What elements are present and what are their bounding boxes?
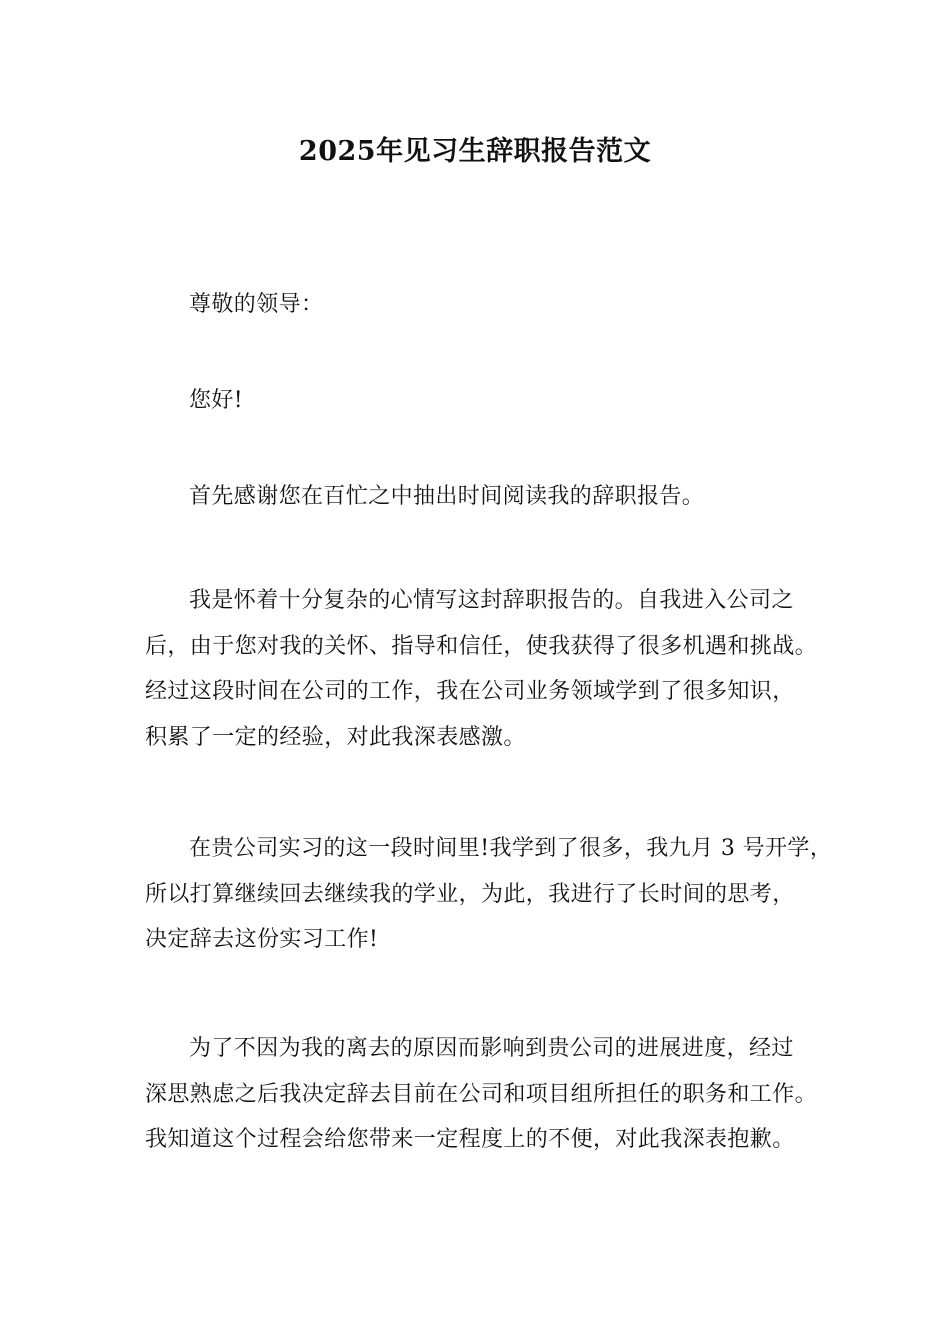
- paragraph-line: 为了不因为我的离去的原因而影响到贵公司的进展进度，经过: [189, 1036, 794, 1061]
- paragraph-line: 首先感谢您在百忙之中抽出时间阅读我的辞职报告。: [189, 484, 705, 509]
- paragraph-gratitude: [145, 578, 835, 760]
- paragraph-line: 我知道这个过程会给您带来一定程度上的不便，对此我深表抱歉。: [145, 1127, 795, 1152]
- paragraph-line: 我是怀着十分复杂的心情写这封辞职报告的。自我进入公司之: [189, 588, 794, 613]
- greeting: [145, 378, 835, 424]
- paragraph-line: 所以打算继续回去继续我的学业，为此，我进行了长时间的思考，: [145, 881, 795, 907]
- paragraph-thanks: [145, 474, 835, 520]
- paragraph-line: 后，由于您对我的关怀、指导和信任，使我获得了很多机遇和挑战。: [145, 633, 818, 659]
- paragraph-line: 经过这段时间在公司的工作，我在公司业务领域学到了很多知识，: [145, 679, 795, 704]
- paragraph-line: 深思熟虑之后我决定辞去目前在公司和项目组所担任的职务和工作。: [145, 1081, 818, 1107]
- document-title: 2025年见习生辞职报告范文: [298, 136, 652, 167]
- paragraph-line: 决定辞去这份实习工作!: [145, 927, 379, 952]
- greeting-text: 您好!: [189, 388, 244, 413]
- paragraph-line: 在贵公司实习的这一段时间里!我学到了很多，我九月 3 号开学，: [189, 836, 833, 861]
- salutation-text: 尊敬的领导：: [189, 292, 324, 317]
- paragraph-apology: [145, 1026, 835, 1163]
- paragraph-reason: [145, 826, 835, 963]
- paragraph-line: 积累了一定的经验，对此我深表感激。: [145, 724, 526, 750]
- salutation: [145, 282, 835, 328]
